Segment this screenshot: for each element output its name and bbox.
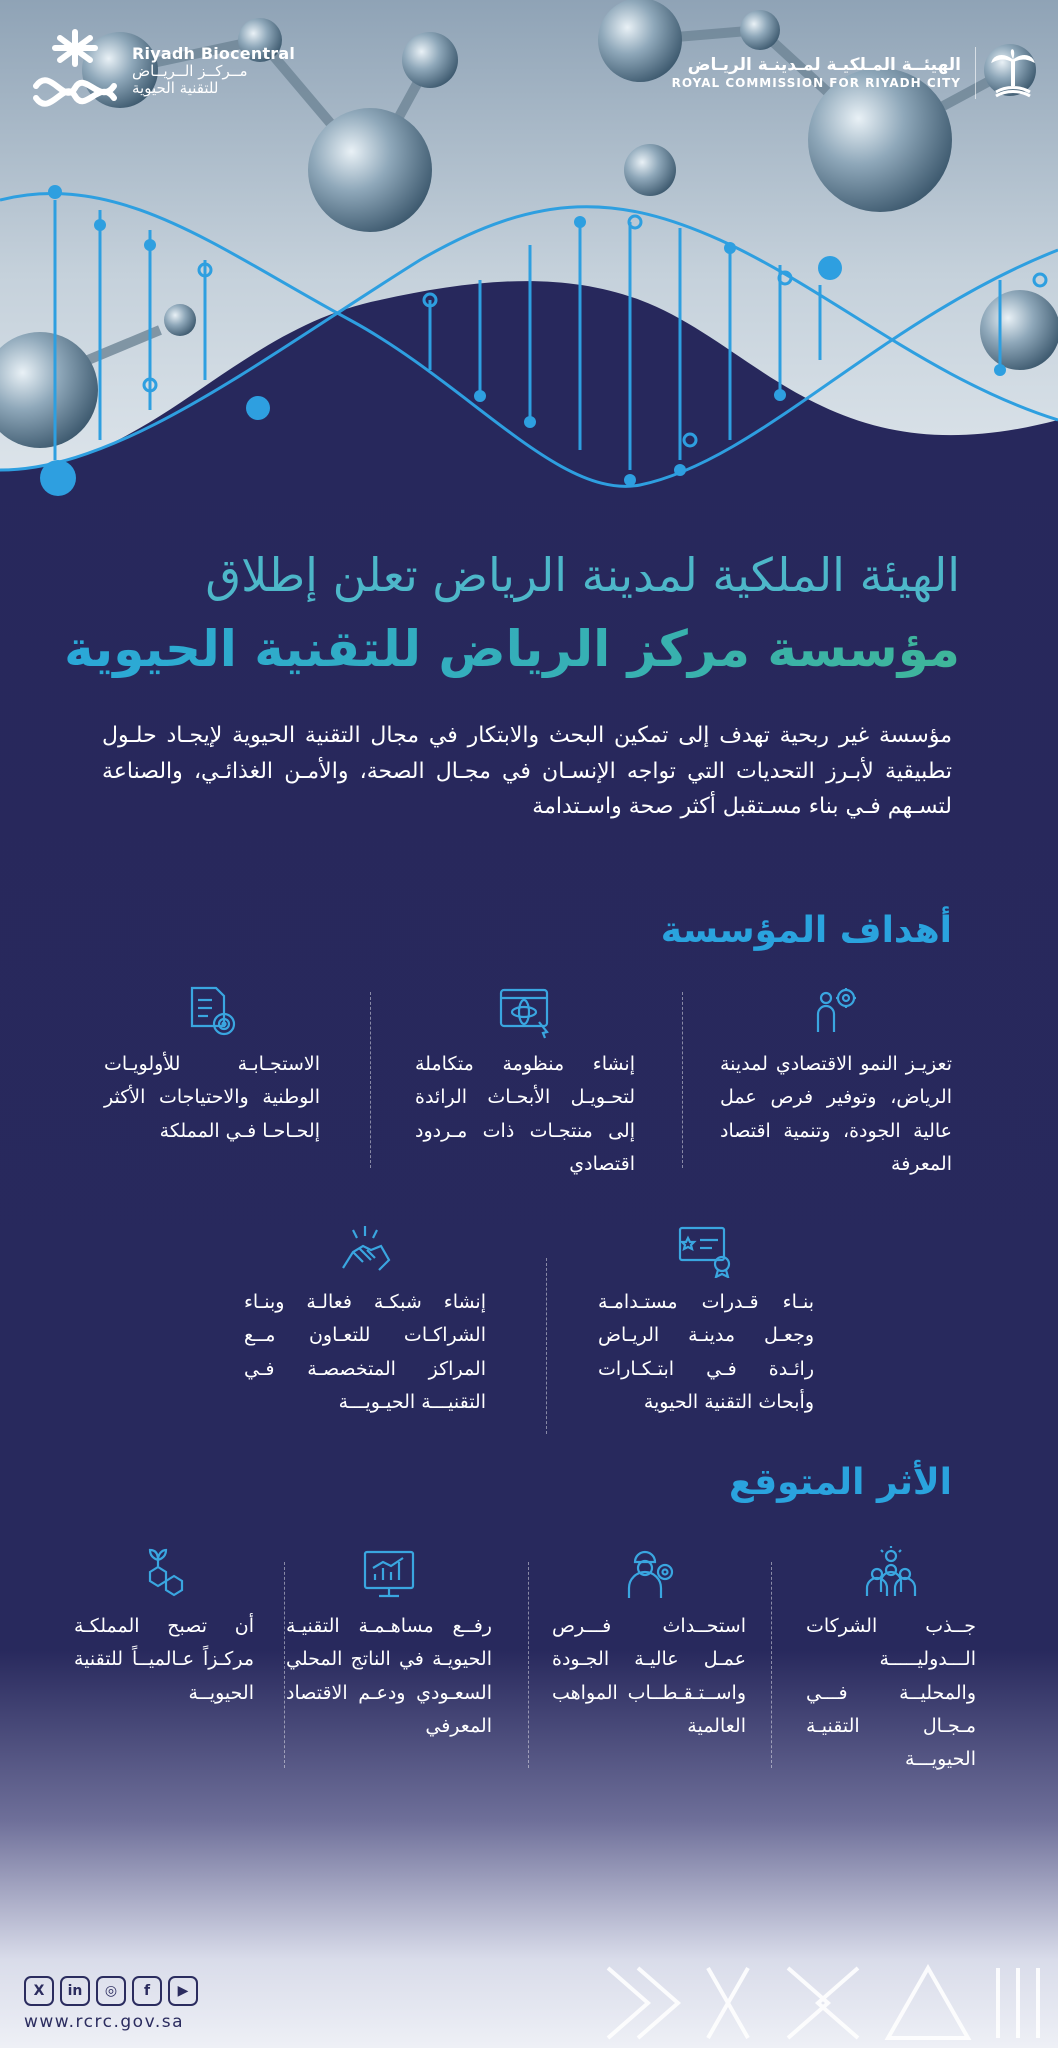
decorative-pattern	[598, 1958, 1058, 2048]
brand-name-ar-line2: للتقنية الحيوية	[132, 79, 219, 98]
team-idea-icon	[863, 1546, 919, 1602]
commission-name-ar: الهيئــة المـلكيـة لمـدينـة الريـاض	[687, 55, 961, 76]
commission-name-en: ROYAL COMMISSION FOR RIYADH CITY	[671, 76, 961, 91]
headline-line1: الهيئة الملكية لمدينة الرياض تعلن إطلاق	[205, 548, 960, 602]
impact-divider	[528, 1562, 529, 1768]
goal-card	[598, 1222, 814, 1419]
linkedin-icon[interactable]: in	[60, 1976, 90, 2006]
impact-divider	[771, 1562, 772, 1768]
palm-swords-emblem-icon	[990, 46, 1036, 100]
goal-divider	[546, 1258, 547, 1434]
impact-card	[74, 1546, 254, 1710]
impact-text: رفــع مساهـمـة التقنيـة الحيويـة في الناتج المحلي السعـودي ودعـم الاقتصاد المعرفي	[286, 1615, 492, 1737]
impact-section-title: الأثر المتوقع	[728, 1462, 952, 1503]
goal-divider	[370, 992, 371, 1168]
logo-divider	[975, 47, 976, 99]
impact-text: استحــداث فـــرص عمـل عاليـة الجـودة واســتـقـطــاب المواهب العالمية	[552, 1615, 746, 1737]
goal-card	[720, 984, 952, 1181]
impact-text: جــذب الشركات الـــدوليـــــة والمحليــة فـــي مـجـال التقنيـة الحيويـــة	[806, 1615, 976, 1770]
x-icon[interactable]: X	[24, 1976, 54, 2006]
goal-text: إنشاء منظومة متكاملة لتحـويـل الأبحـاث الرائدة إلى منتجـات ذات مـردود اقتصادي	[415, 1053, 635, 1175]
goal-card	[244, 1222, 486, 1419]
impact-card	[552, 1546, 746, 1743]
goals-section-title: أهداف المؤسسة	[660, 910, 952, 951]
youtube-icon[interactable]: ▶	[168, 1976, 198, 2006]
molecule-plant-icon	[136, 1546, 192, 1602]
growth-chart-icon	[361, 1546, 417, 1602]
royal-commission-logo	[672, 46, 1036, 100]
website-link[interactable]: www.rcrc.gov.sa	[24, 2012, 184, 2032]
certificate-icon	[678, 1222, 734, 1278]
goal-text: الاستجـابـة للأولويـات الوطنية والاحتياجات الأكثر إلحـاحـا فـي المملكة	[104, 1053, 320, 1142]
goal-card	[415, 984, 635, 1181]
goal-divider	[682, 992, 683, 1168]
checklist-target-icon	[184, 984, 240, 1040]
people-gear-icon	[808, 984, 864, 1040]
goal-card	[104, 984, 320, 1148]
atom-browser-icon	[497, 984, 553, 1040]
impact-card	[806, 1546, 976, 1776]
brand-name-en: Riyadh Biocentral	[132, 43, 296, 63]
headline-line2: مؤسسة مركز الرياض للتقنية الحيوية	[60, 620, 960, 678]
impact-text: أن تصبح المملكـة مركـزاً عـالميــاً للتقنية الحيويــة	[74, 1615, 254, 1704]
goal-text: إنشاء شبكـة فعالـة وبنـاء الشراكـات للتعـاون مــع المراكز المتخصصـة فـي التقنيـــة الحيـويـــة	[244, 1291, 486, 1413]
impact-card	[286, 1546, 492, 1743]
goal-text: بنـاء قـدرات مستـدامـة وجعـل مدينـة الريـاض رائـدة فـي ابتـكـارات وأبحاث التقنية الحيوية	[598, 1291, 814, 1413]
brand-name-ar-line1: مــركــز الــريــاض	[132, 61, 248, 80]
social-links	[24, 1976, 198, 2006]
worker-gear-icon	[621, 1546, 677, 1602]
facebook-icon[interactable]: f	[132, 1976, 162, 2006]
impact-divider	[284, 1562, 285, 1768]
hero-banner	[0, 0, 1058, 500]
intro-paragraph: مؤسسة غير ربحية تهدف إلى تمكين البحث والابتكار في مجال التقنية الحيوية لإيجـاد حلـول تطبيقية لأبـرز التحديات التي تواجه الإنسـان في مجـال الصحة، والأمـن الغذائـي، والصناعة لتسـهم فـي بناء مسـتقبل أكثر صحة واسـتدامة	[102, 723, 952, 820]
riyadh-biocentral-logo	[30, 26, 295, 116]
biocentral-logo-icon	[30, 26, 120, 116]
goal-text: تعزيـز النمو الاقتصادي لمدينة الرياض، وتوفير فرص عمل عالية الجودة، وتنمية اقتصاد المعرفة	[720, 1053, 952, 1175]
handshake-icon	[337, 1222, 393, 1278]
instagram-icon[interactable]: ◎	[96, 1976, 126, 2006]
